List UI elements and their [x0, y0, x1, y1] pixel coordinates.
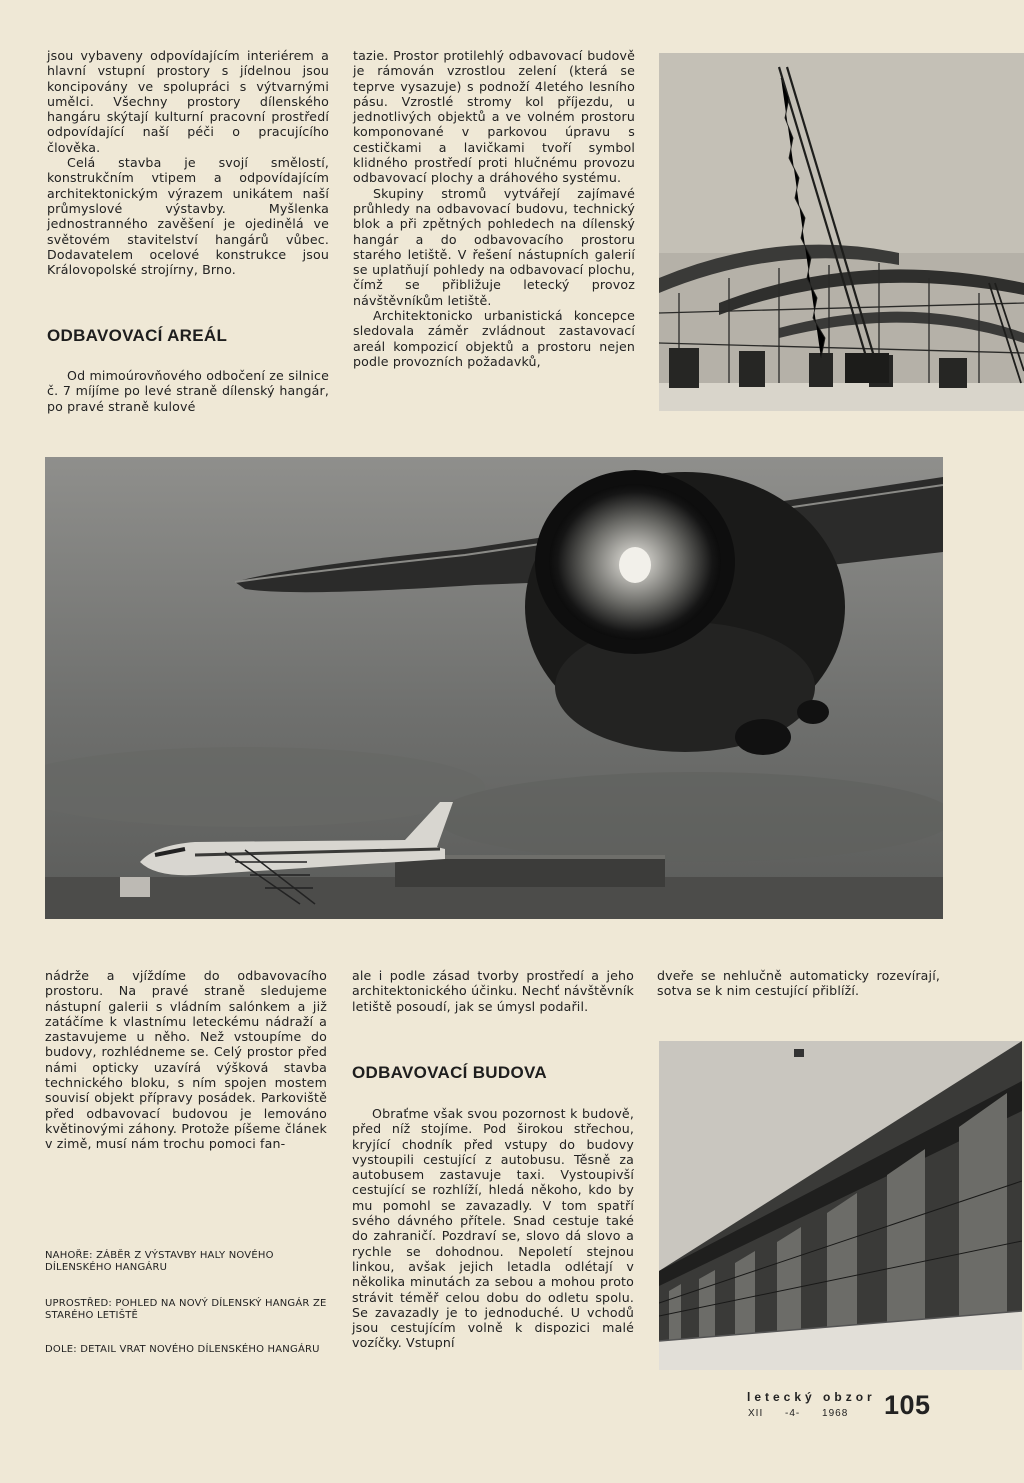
engine-aircraft-image — [45, 457, 943, 919]
paragraph: tazie. Prostor protilehlý odbavovací budově je rámován vzrostlou zelení (která se teprve vysazuje) s podnoží 4letého lesního pásu. Vzrostlé stromy kol příjezdu, u jednotlivých objektů a ve volném prostoru komponované v parkovou úpravu s cestičkami a lavičkami tvoří symbol klidného prostředí proti hlučnému provozu odbavovací plochy a dráhového systému. — [353, 48, 635, 186]
column-top-left-lower — [47, 368, 329, 414]
paragraph: jsou vybaveny odpovídajícím interiérem a hlavní vstupní prostory s jídelnou jsou koncipovány ve spolupráci s výtvarnými umělci. Všechny prostory dílenského hangáru skýtají kulturní pracovní prostředí odpovídající naší péči o pracujícího člověka. — [47, 48, 329, 155]
photo-hangar-construction — [659, 53, 1024, 411]
paragraph: dveře se nehlučně automaticky rozevírají, sotva se k nim cestující přiblíží. — [657, 968, 940, 999]
hangar-construction-image — [659, 53, 1024, 411]
column-bottom-left — [45, 968, 327, 1152]
paragraph: Od mimoúrovňového odbočení ze silnice č. 7 míjíme po levé straně dílenský hangár, po pravé straně kulové — [47, 368, 329, 414]
photo-engine-and-aircraft — [45, 457, 943, 919]
issue-info — [748, 1408, 866, 1419]
paragraph: nádrže a vjíždíme do odbavovacího prostoru. Na pravé straně sledujeme nástupní galerii s vládním salónkem a již zatáčíme k vlastnímu leteckému nádraží a zastavujeme u něho. Než vstoupíme do budovy, rozhlédneme se. Celý prostor před námi opticky uzavírá výšková stavba technického bloku, s ním spojen mostem souvisí objekt přípravy posádek. Parkoviště před odbavovací budovou je lemováno květinovými záhony. Protože píšeme článek v zimě, musí nám trochu pomoci fan- — [45, 968, 327, 1152]
paragraph: Obraťme však svou pozornost k budově, před níž stojíme. Pod širokou střechou, kryjící chodník před vstupy do budovy vystoupili cestující z autobusu. Těsně za autobusem zastavuje taxi. Vystoupivší cestující se rozhlíží, hledá někoho, kdo by mu pomohl se zavazadly. V tom spatří svého dávného přítele. Snad cestuje také do zahraničí. Pozdraví se, slovo dá slovo a rychle se dohodnou. Nepoletí stejnou linkou, avšak jejich letadla odlétají v několika minutách za sebou a mohou proto strávit téměř celou dobu do odletu spolu. Se zavazadly je to jednoduché. U vchodů jsou cestujícím volně k dispozici malé vozíčky. Vstupní — [352, 1106, 634, 1351]
page-number: 105 — [884, 1390, 931, 1420]
paragraph: Architektonicko urbanistická koncepce sledovala záměr zvládnout zastavovací areál kompozicí objektů a prostoru nejen podle provozních požadavků, — [353, 308, 635, 369]
photo-hangar-doors — [659, 1041, 1022, 1370]
column-bottom-right — [657, 968, 940, 999]
issue-month: XII — [748, 1408, 764, 1419]
column-bottom-middle — [352, 968, 634, 1014]
magazine-name: letecký obzor — [747, 1390, 876, 1404]
caption-bottom-photo: DOLE: DETAIL VRAT NOVÉHO DÍLENSKÉHO HANGÁRU — [45, 1344, 320, 1355]
section-heading-budova: ODBAVOVACÍ BUDOVA — [352, 1063, 547, 1082]
issue-year: 1968 — [822, 1408, 849, 1419]
column-bottom-middle-lower — [352, 1106, 634, 1351]
paragraph: Celá stavba je svojí smělostí, konstrukčním vtipem a odpovídajícím architektonickým výrazem unikátem naší průmyslové výstavby. Myšlenka jednostranného zavěšení je ojedinělá ve světovém stavitelství hangárů vůbec. Dodavatelem ocelové konstrukce jsou Královopolské strojírny, Brno. — [47, 155, 329, 278]
paragraph: Skupiny stromů vytvářejí zajímavé průhledy na odbavovací budovu, technický blok a při zpětných pohledech na dílenský hangár a do odbavovacího prostoru starého letiště. V řešení nástupních galerií se uplatňují pohledy na odbavovací plochu, čímž se přibližuje letecký provoz návštěvníkům letiště. — [353, 185, 635, 308]
caption-top-photo: NAHOŘE: ZÁBĚR Z VÝSTAVBY HALY NOVÉHO DÍLENSKÉHO HANGÁRU — [45, 1250, 274, 1273]
section-heading-areal: ODBAVOVACÍ AREÁL — [47, 326, 228, 345]
issue-number: -4- — [785, 1408, 801, 1419]
caption-middle-photo: UPROSTŘED: POHLED NA NOVÝ DÍLENSKÝ HANGÁR ZE STARÉHO LETIŠTĚ — [45, 1298, 327, 1321]
paragraph: ale i podle zásad tvorby prostředí a jeho architektonického účinku. Nechť návštěvník letiště posoudí, jak se úmysl podařil. — [352, 968, 634, 1014]
column-top-middle — [353, 48, 635, 369]
column-top-left — [47, 48, 329, 277]
hangar-doors-image — [659, 1041, 1022, 1370]
